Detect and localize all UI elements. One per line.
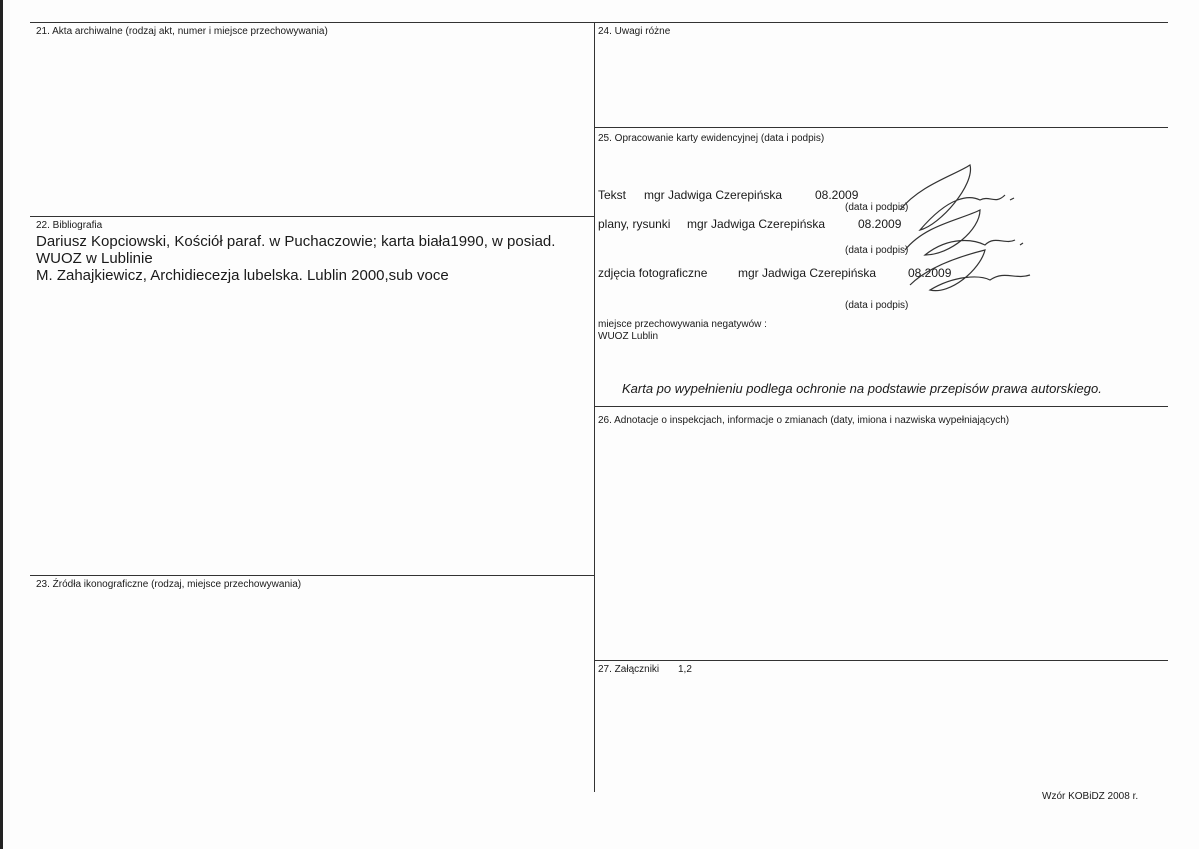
form-template-footer: Wzór KOBiDZ 2008 r. <box>1042 791 1139 802</box>
plany-date: 08.2009 <box>858 217 902 231</box>
signature-image <box>880 155 1050 305</box>
plany-label: plany, rysunki <box>598 217 671 231</box>
date-signature-caption: (data i podpis) <box>845 245 909 256</box>
section-22-label: 22. Bibliografia <box>36 220 103 231</box>
section-25-label: 25. Opracowanie karty ewidencyjnej (data i podpis) <box>598 133 825 144</box>
tekst-author: mgr Jadwiga Czerepińska <box>644 188 783 202</box>
section-24-label: 24. Uwagi różne <box>598 26 671 37</box>
zdjecia-date: 08.2009 <box>908 266 952 280</box>
bibliography-line: M. Zahajkiewicz, Archidiecezja lubelska. Lublin 2000,sub voce <box>36 267 449 284</box>
rule-27 <box>594 660 1168 661</box>
bibliography-line: Dariusz Kopciowski, Kościół paraf. w Puchaczowie; karta biała1990, w posiad. <box>36 233 556 250</box>
section-21-label: 21. Akta archiwalne (rodzaj akt, numer i miejsce przechowywania) <box>36 26 328 37</box>
rule-23 <box>30 575 594 576</box>
zdjecia-author: mgr Jadwiga Czerepińska <box>738 266 877 280</box>
negatives-label: miejsce przechowywania negatywów : <box>598 319 767 330</box>
attachments-value: 1,2 <box>678 664 692 675</box>
bibliography-line: WUOZ w Lublinie <box>36 250 153 267</box>
negatives-value: WUOZ Lublin <box>598 331 659 342</box>
plany-author: mgr Jadwiga Czerepińska <box>687 217 826 231</box>
date-signature-caption: (data i podpis) <box>845 202 909 213</box>
zdjecia-label: zdjęcia fotograficzne <box>598 266 708 280</box>
top-rule <box>30 22 1168 23</box>
rule-26 <box>594 406 1168 407</box>
section-27-label: 27. Załączniki <box>598 664 660 675</box>
section-23-label: 23. Źródła ikonograficzne (rodzaj, miejsce przechowywania) <box>36 579 302 590</box>
tekst-date: 08.2009 <box>815 188 859 202</box>
rule-25 <box>594 127 1168 128</box>
tekst-label: Tekst <box>598 188 627 202</box>
date-signature-caption: (data i podpis) <box>845 300 909 311</box>
section-26-label: 26. Adnotacje o inspekcjach, informacje o zmianach (daty, imiona i nazwiska wypełniających) <box>598 415 1010 426</box>
rule-22 <box>30 216 594 217</box>
column-divider <box>594 22 595 792</box>
copyright-notice: Karta po wypełnieniu podlega ochronie na podstawie przepisów prawa autorskiego. <box>622 381 1102 396</box>
scan-edge <box>0 0 3 849</box>
